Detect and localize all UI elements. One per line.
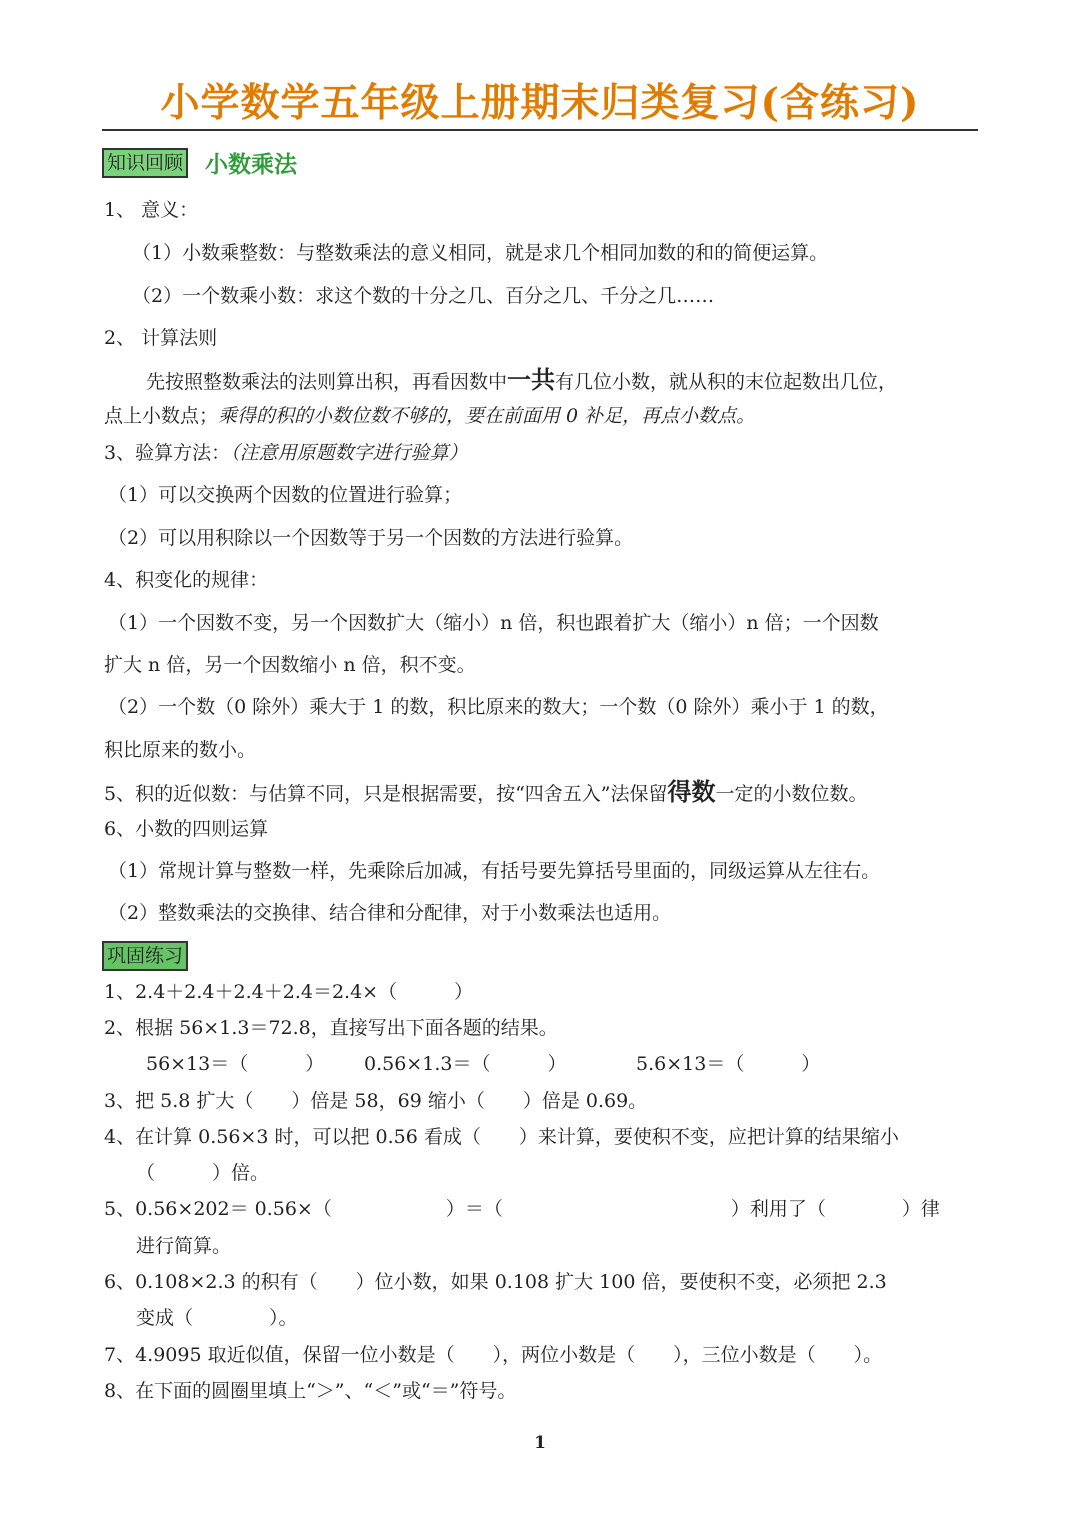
product-rule-2-line-1: （2）一个数（0 除外）乘大于 1 的数，积比原来的数大；一个数（0 除外）乘小于 1 的数， bbox=[108, 696, 889, 718]
page-title: 小学数学五年级上册期末归类复习(含练习) bbox=[160, 80, 920, 126]
rule-text-line-2 bbox=[104, 402, 755, 430]
question-1: 1、2.4＋2.4＋2.4＋2.4＝2.4×（ ） bbox=[104, 981, 474, 1003]
approximation-line bbox=[104, 778, 868, 808]
question-3: 3、把 5.8 扩大（ ）倍是 58，69 缩小（ ）倍是 0.69。 bbox=[104, 1090, 648, 1112]
check-heading bbox=[104, 439, 468, 467]
check-heading-text: 3、验算方法： bbox=[104, 442, 231, 464]
product-rule-1-line-2: 扩大 n 倍，另一个因数缩小 n 倍，积不变。 bbox=[104, 654, 476, 676]
approximation-part-1: 5、积的近似数：与估算不同，只是根据需要，按“四舍五入”法保留 bbox=[104, 783, 668, 805]
meaning-item-2: （2）一个数乘小数：求这个数的十分之几、百分之几、千分之几…… bbox=[132, 285, 715, 307]
question-2-part-a: 56×13＝（ ） bbox=[146, 1053, 325, 1075]
question-5-line-2: 进行简算。 bbox=[136, 1235, 232, 1257]
question-4-line-2: （ ）倍。 bbox=[136, 1162, 270, 1184]
four-operations-heading: 6、小数的四则运算 bbox=[104, 818, 269, 840]
meaning-heading: 1、 意义： bbox=[104, 199, 199, 221]
approximation-part-2: 一定的小数位数。 bbox=[715, 783, 868, 805]
check-item-2: （2）可以用积除以一个因数等于另一个因数的方法进行验算。 bbox=[108, 527, 634, 549]
question-8: 8、在下面的圆圈里填上“＞”、“＜”或“＝”符号。 bbox=[104, 1380, 517, 1402]
check-heading-note: （注意用原题数字进行验算） bbox=[230, 442, 468, 464]
question-6-line-2: 变成（ ）。 bbox=[136, 1307, 298, 1329]
four-operations-item-1: （1）常规计算与整数一样，先乘除后加减，有括号要先算括号里面的，同级运算从左往右。 bbox=[108, 860, 881, 882]
rule-text-line-1 bbox=[146, 366, 897, 396]
question-2-part-c: 5.6×13＝（ ） bbox=[636, 1053, 821, 1075]
four-operations-item-2: （2）整数乘法的交换律、结合律和分配律，对于小数乘法也适用。 bbox=[108, 902, 672, 924]
question-4-line-1: 4、在计算 0.56×3 时，可以把 0.56 看成（ ）来计算，要使积不变，应把计算的结果缩小 bbox=[104, 1126, 899, 1148]
rule-text-emphasis: 一共 bbox=[507, 365, 556, 394]
product-rule-2-line-2: 积比原来的数小。 bbox=[104, 739, 257, 761]
rule-text-part-1: 先按照整数乘法的法则算出积，再看因数中 bbox=[146, 371, 508, 393]
question-7: 7、4.9095 取近似值，保留一位小数是（ ），两位小数是（ ），三位小数是（ ）。 bbox=[104, 1344, 883, 1366]
rule-text-part-2: 有几位小数，就从积的末位起数出几位， bbox=[555, 371, 898, 393]
product-rule-1-line-1: （1）一个因数不变，另一个因数扩大（缩小）n 倍，积也跟着扩大（缩小）n 倍；一个因数 bbox=[108, 612, 879, 634]
section-heading: 小数乘法 bbox=[205, 151, 297, 178]
page-number: 1 bbox=[534, 1433, 546, 1453]
practice-tag: 巩固练习 bbox=[102, 941, 188, 971]
rule-heading: 2、 计算法则 bbox=[104, 327, 218, 349]
meaning-item-1: （1）小数乘整数：与整数乘法的意义相同，就是求几个相同加数的和的简便运算。 bbox=[132, 242, 829, 264]
approximation-emphasis: 得数 bbox=[667, 777, 716, 806]
title-underline bbox=[102, 129, 978, 131]
question-6-line-1: 6、0.108×2.3 的积有（ ）位小数，如果 0.108 扩大 100 倍，要使积不变，必须把 2.3 bbox=[104, 1271, 887, 1293]
question-5-line-1: 5、0.56×202＝ 0.56×（ ）＝（ ）利用了（ ）律 bbox=[104, 1198, 940, 1220]
product-rule-heading: 4、积变化的规律： bbox=[104, 569, 269, 591]
review-tag: 知识回顾 bbox=[102, 148, 188, 178]
rule-text-note: 乘得的积的小数位数不够的，要在前面用 0 补足，再点小数点。 bbox=[218, 405, 756, 427]
question-2: 2、根据 56×1.3＝72.8，直接写出下面各题的结果。 bbox=[104, 1017, 558, 1039]
question-2-part-b: 0.56×1.3＝（ ） bbox=[364, 1053, 567, 1075]
rule-text-part-3: 点上小数点； bbox=[104, 405, 219, 427]
check-item-1: （1）可以交换两个因数的位置进行验算； bbox=[108, 484, 463, 506]
